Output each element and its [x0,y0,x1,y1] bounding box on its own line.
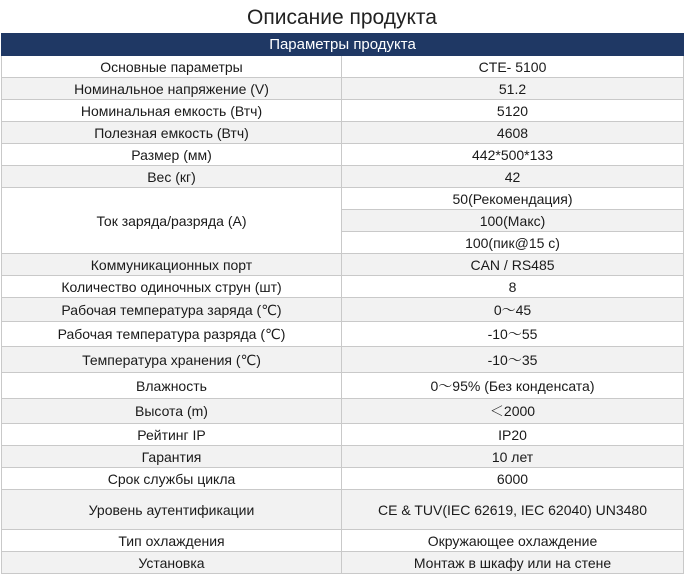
param-value: Окружающее охлаждение [342,530,684,552]
table-row [2,468,684,490]
param-label: Высота (m) [2,399,342,424]
param-label: Гарантия [2,446,342,468]
param-label: Вес (кг) [2,166,342,188]
param-value: 100(Макс) [342,210,684,232]
param-value: 6000 [342,468,684,490]
table-row [2,399,684,424]
page-title: Описание продукта [247,6,437,29]
param-label: Рабочая температура разряда (℃) [2,322,342,347]
table-row [2,78,684,100]
spec-table [1,33,684,574]
table-row [2,322,684,347]
param-label: Номинальная емкость (Втч) [2,100,342,122]
param-label: Рабочая температура заряда (℃) [2,298,342,322]
param-label: Размер (мм) [2,144,342,166]
param-label: Полезная емкость (Втч) [2,122,342,144]
param-value: 442*500*133 [342,144,684,166]
param-label: Коммуникационных порт [2,254,342,276]
param-value: 4608 [342,122,684,144]
param-value: 5120 [342,100,684,122]
param-label: Основные параметры [2,56,342,78]
param-value: -10～55 [342,322,684,347]
param-label: Уровень аутентификации [2,490,342,530]
table-row [2,373,684,399]
param-label: Влажность [2,373,342,399]
param-value: CAN / RS485 [342,254,684,276]
param-value: Монтаж в шкафу или на стене [342,552,684,574]
param-value: 0～45 [342,298,684,322]
section-header: Параметры продукта [2,34,684,56]
param-value: CTE- 5100 [342,56,684,78]
param-value: 42 [342,166,684,188]
table-row [2,166,684,188]
table-row [2,254,684,276]
section-header-row [2,34,684,56]
table-row [2,122,684,144]
table-row [2,100,684,122]
param-value: 8 [342,276,684,298]
param-label: Ток заряда/разряда (A) [2,188,342,254]
param-label: Тип охлаждения [2,530,342,552]
table-row [2,298,684,322]
param-label: Количество одиночных струн (шт) [2,276,342,298]
table-row [2,446,684,468]
param-value: IP20 [342,424,684,446]
param-value: CE & TUV(IEC 62619, IEC 62040) UN3480 [342,490,684,530]
param-value: 51.2 [342,78,684,100]
table-row [2,188,684,210]
table-row [2,490,684,530]
table-row [2,276,684,298]
param-value: -10～35 [342,347,684,373]
param-label: Установка [2,552,342,574]
param-label: Номинальное напряжение (V) [2,78,342,100]
param-value: 10 лет [342,446,684,468]
param-label: Рейтинг IP [2,424,342,446]
table-row [2,144,684,166]
table-row [2,552,684,574]
param-value: ＜2000 [342,399,684,424]
table-row [2,424,684,446]
param-value: 100(пик@15 с) [342,232,684,254]
param-label: Срок службы цикла [2,468,342,490]
table-row [2,347,684,373]
param-value: 50(Рекомендация) [342,188,684,210]
table-row [2,530,684,552]
table-row [2,56,684,78]
param-label: Температура хранения (℃) [2,347,342,373]
param-value: 0～95% (Без конденсата) [342,373,684,399]
